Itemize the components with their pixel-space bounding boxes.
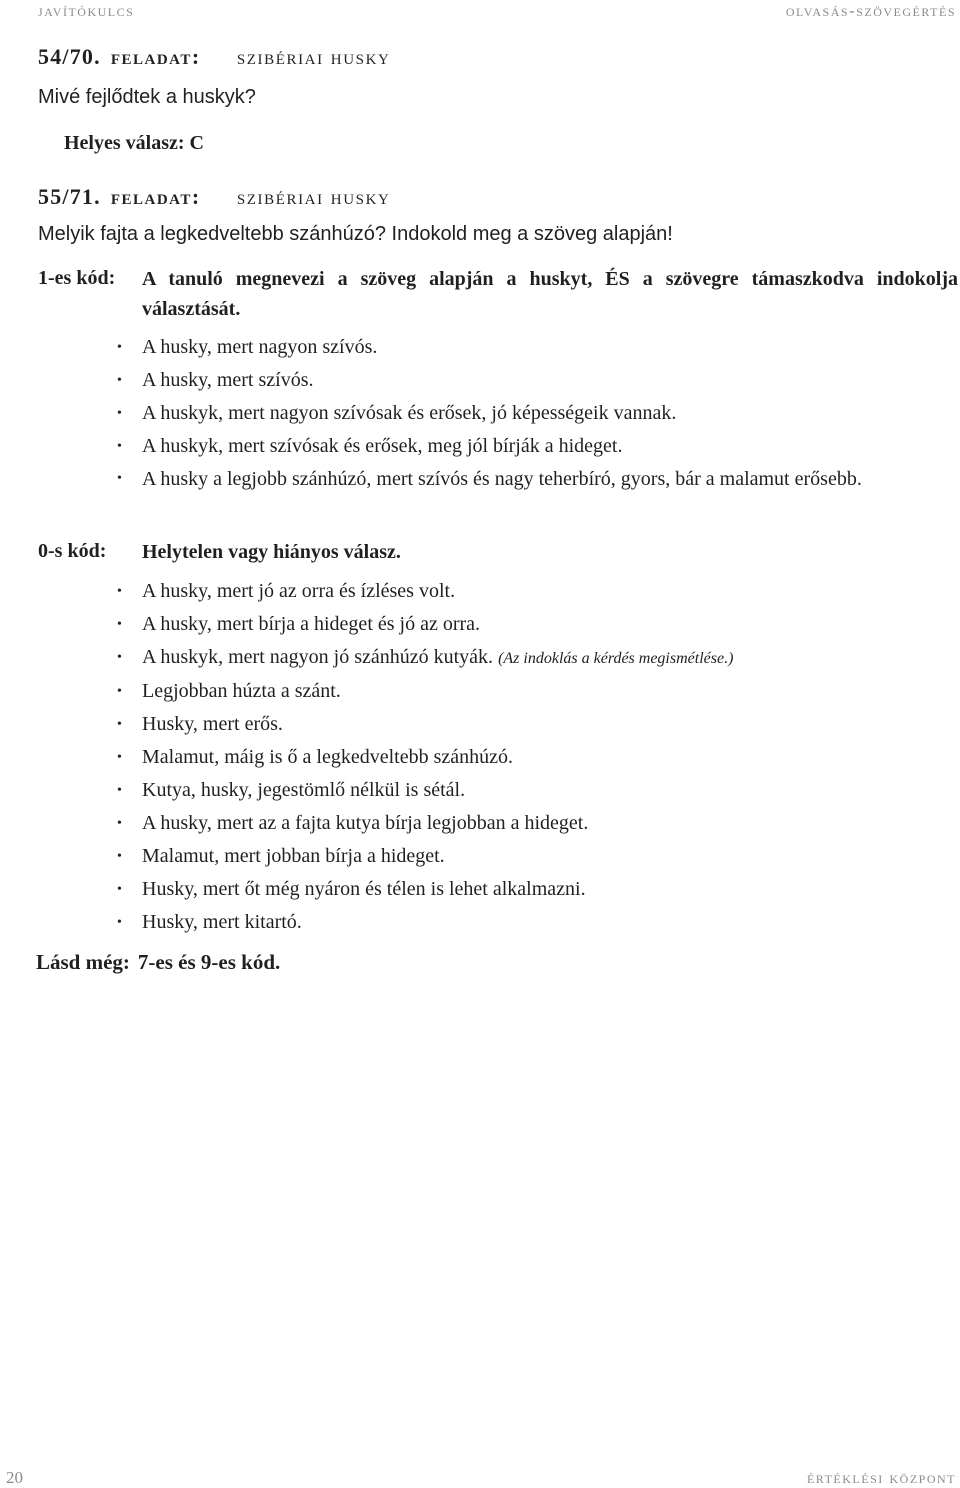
header-right: olvasás-szövegértés (785, 1, 956, 20)
bullet-icon: • (117, 849, 122, 864)
list-item: • A huskyk, mert nagyon szívósak és erősek, jó képességeik vannak. (117, 397, 958, 430)
bullet-icon: • (117, 717, 122, 732)
bullet-icon: • (117, 915, 122, 930)
list-item: • A husky, mert bírja a hideget és jó az orra. (117, 608, 958, 641)
list-item: • A husky, mert az a fajta kutya bírja legjobban a hideget. (117, 807, 958, 840)
task-54-answer: Helyes válasz: C (64, 132, 204, 154)
code-1-description: A tanuló megnevezi a szöveg alapján a huskyt, ÉS a szövegre támaszkodva indokolja választását. (142, 268, 958, 320)
list-item: • Husky, mert őt még nyáron és télen is lehet alkalmazni. (117, 873, 958, 906)
task-55-name: szibériai husky (236, 184, 391, 209)
list-item: • Kutya, husky, jegestömlő nélkül is sétál. (117, 774, 958, 807)
see-also (36, 950, 280, 975)
task-54-number: 54/70. (38, 44, 101, 69)
page-number: 20 (6, 1468, 23, 1487)
code-0-description: Helytelen vagy hiányos válasz. (142, 541, 401, 563)
list-item: • Husky, mert erős. (117, 708, 958, 741)
bullet-icon: • (117, 617, 122, 632)
bullet-icon: • (117, 816, 122, 831)
bullet-icon: • (117, 373, 122, 388)
item-note: (Az indoklás a kérdés megismétlése.) (498, 650, 734, 667)
footer-publisher: értéklési központ (806, 1468, 956, 1487)
task-54-name: szibériai husky (236, 44, 391, 69)
bullet-icon: • (117, 783, 122, 798)
bullet-icon: • (117, 882, 122, 897)
list-item: • Malamut, máig is ő a legkedveltebb szánhúzó. (117, 741, 958, 774)
bullet-icon: • (117, 650, 122, 665)
task-54-question: Mivé fejlődtek a huskyk? (38, 86, 256, 108)
task-54-title (38, 44, 390, 70)
list-item: • Husky, mert kitartó. (117, 906, 958, 939)
task-55-title (38, 184, 390, 210)
bullet-icon: • (117, 340, 122, 355)
bullet-icon: • (117, 439, 122, 454)
code-0-label: 0-s kód: (38, 540, 107, 562)
see-also-value: 7-es és 9-es kód. (137, 950, 281, 974)
code-0-examples (117, 575, 958, 939)
see-also-label: Lásd még: (36, 950, 130, 974)
list-item: • Legjobban húzta a szánt. (117, 675, 958, 708)
bullet-icon: • (117, 406, 122, 421)
list-item: • A huskyk, mert nagyon jó szánhúzó kutyák. (Az indoklás a kérdés megismétlése.) (117, 641, 958, 675)
list-item: • A husky, mert nagyon szívós. (117, 331, 958, 364)
list-item: • Malamut, mert jobban bírja a hideget. (117, 840, 958, 873)
bullet-icon: • (117, 471, 122, 486)
header-left: javítókulcs (38, 1, 135, 20)
task-54-keyword: feladat: (110, 44, 201, 69)
bullet-icon: • (117, 684, 122, 699)
list-item: • A husky, mert jó az orra és ízléses volt. (117, 575, 958, 608)
list-item: • A husky a legjobb szánhúzó, mert szívós és nagy teherbíró, gyors, bár a malamut erősebb. (117, 463, 958, 495)
code-1-label: 1-es kód: (38, 267, 116, 289)
bullet-icon: • (117, 750, 122, 765)
task-55-number: 55/71. (38, 184, 101, 209)
list-item: • A huskyk, mert szívósak és erősek, meg jól bírják a hideget. (117, 430, 958, 463)
running-header (0, 0, 960, 26)
task-55-question: Melyik fajta a legkedveltebb szánhúzó? Indokold meg a szöveg alapján! (38, 223, 673, 245)
code-1-examples (117, 331, 958, 495)
bullet-icon: • (117, 584, 122, 599)
task-55-keyword: feladat: (110, 184, 201, 209)
list-item: • A husky, mert szívós. (117, 364, 958, 397)
